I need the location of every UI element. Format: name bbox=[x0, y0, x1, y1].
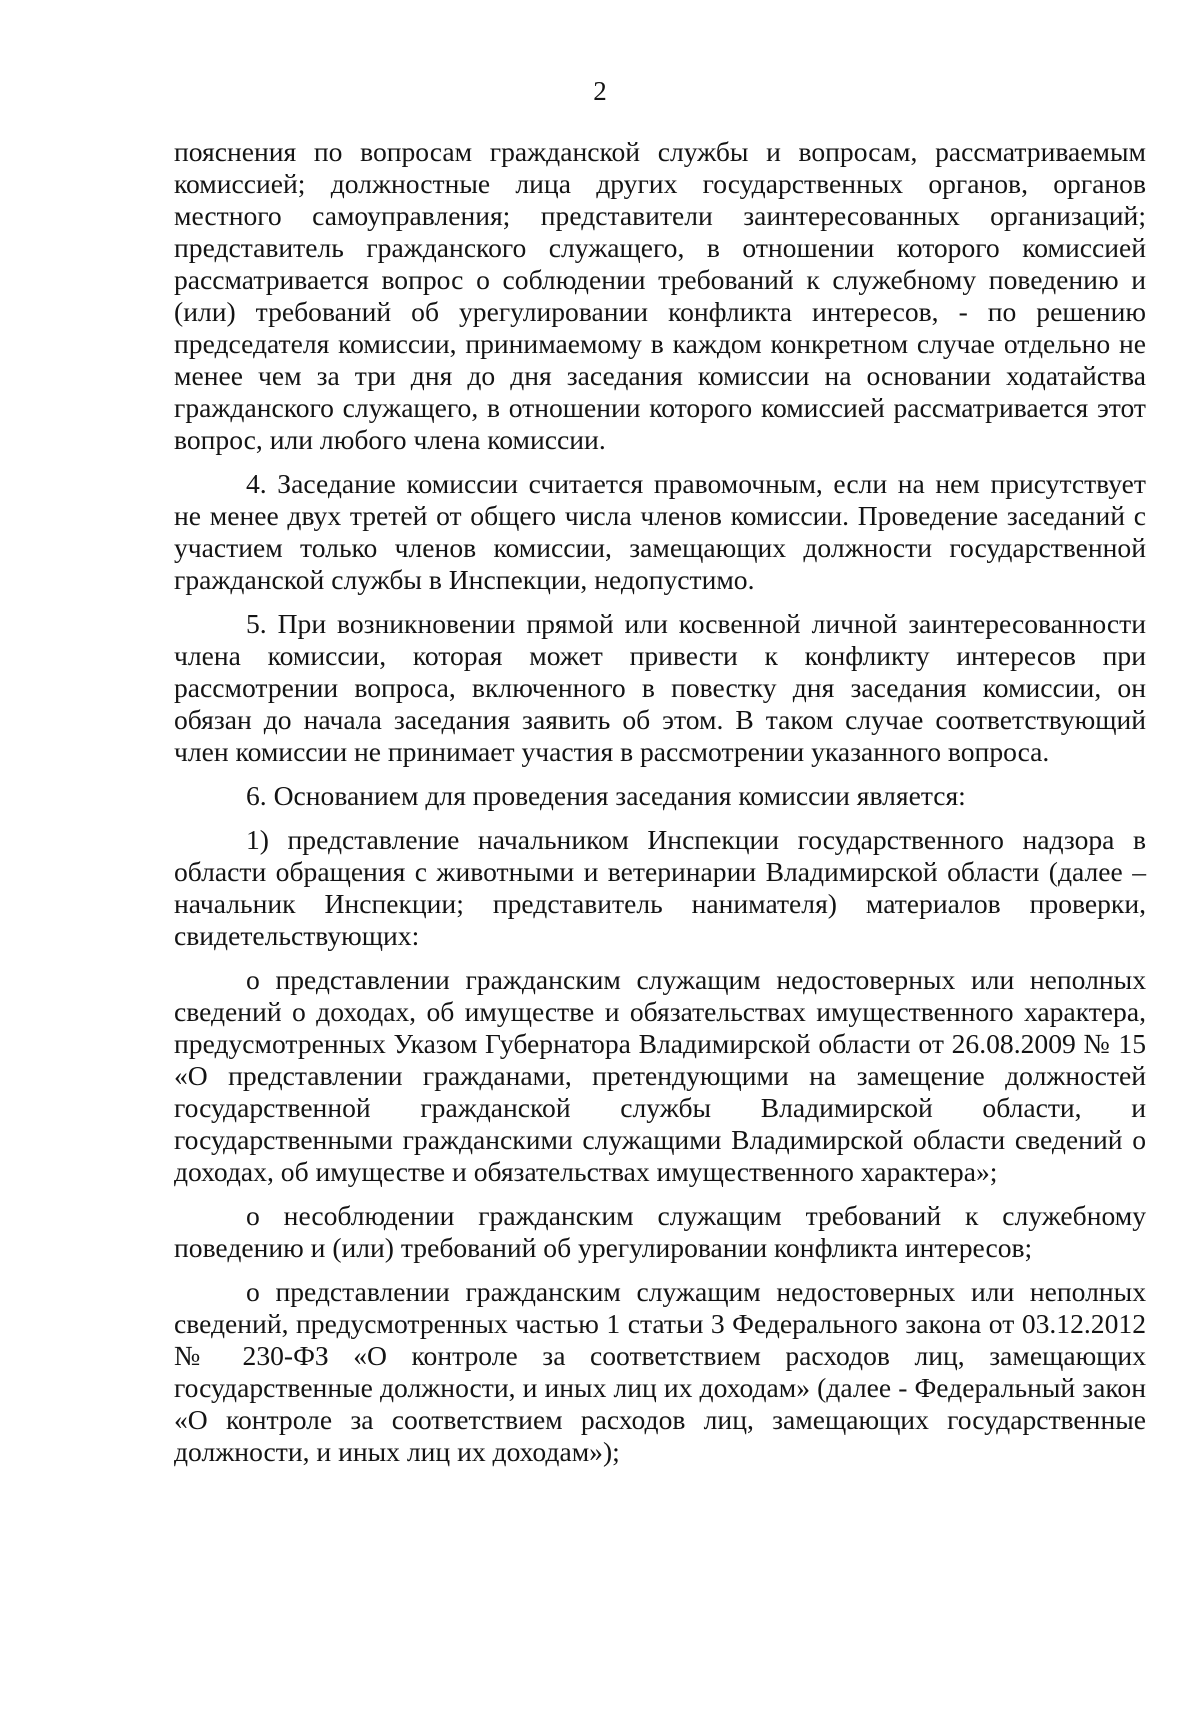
paragraph-item-6: 6. Основанием для проведения заседания комиссии является: bbox=[246, 780, 966, 811]
paragraph-bullet-conduct: о несоблюдении гражданским служащим требований к служебному поведению и (или) требований об урегулировании конфликта интересов; bbox=[174, 1200, 1146, 1263]
paragraph-item-4: 4. Заседание комиссии считается правомочным, если на нем присутствует не менее двух третей от общего числа членов комиссии. Проведение заседаний с участием только членов комиссии, замещающих должности государственной гражданской службы в Инспекции, недопустимо. bbox=[174, 468, 1146, 595]
paragraph-bullet-expenses-info: о представлении гражданским служащим недостоверных или неполных сведений, предусмотренных частью 1 статьи 3 Федерального закона от 03.12.2012 № 230-ФЗ «О контроле за соответствием расходов лиц, замещающих государственные должности, и иных лиц их доходам» (далее - Федеральный закон «О контроле за соответствием расходов лиц, замещающих государственные должности, и иных лиц их доходам»); bbox=[174, 1276, 1146, 1467]
paragraph-continuation: пояснения по вопросам гражданской службы и вопросам, рассматриваемым комиссией; должностные лица других государственных органов, органов местного самоуправления; представители заинтересованных организаций; представитель гражданского служащего, в отношении которого комиссией рассматривается вопрос о соблюдении требований к служебному поведению и (или) требований об урегулировании конфликта интересов, - по решению председателя комиссии, принимаемому в каждом конкретном случае отдельно не менее чем за три дня до дня заседания комиссии на основании ходатайства гражданского служащего, в отношении которого комиссией рассматривается этот вопрос, или любого члена комиссии. bbox=[174, 136, 1146, 455]
paragraph-subitem-1: 1) представление начальником Инспекции государственного надзора в области обращения с животными и ветеринарии Владимирской области (далее – начальник Инспекции; представитель нанимателя) материалов проверки, свидетельствующих: bbox=[174, 824, 1146, 951]
document-body bbox=[174, 136, 1146, 1468]
paragraph-item-5: 5. При возникновении прямой или косвенной личной заинтересованности члена комиссии, которая может привести к конфликту интересов при рассмотрении вопроса, включенного в повестку дня заседания комиссии, он обязан до начала заседания заявить об этом. В таком случае соответствующий член комиссии не принимает участия в рассмотрении указанного вопроса. bbox=[174, 608, 1146, 767]
page-number: 2 bbox=[593, 76, 607, 106]
paragraph-bullet-income-info: о представлении гражданским служащим недостоверных или неполных сведений о доходах, об имуществе и обязательствах имущественного характера, предусмотренных Указом Губернатора Владимирской области от 26.08.2009 № 15 «О представлении гражданами, претендующими на замещение должностей государственной гражданской службы Владимирской области, и государственными гражданскими служащими Владимирской области сведений о доходах, об имуществе и обязательствах имущественного характера»; bbox=[174, 964, 1146, 1187]
